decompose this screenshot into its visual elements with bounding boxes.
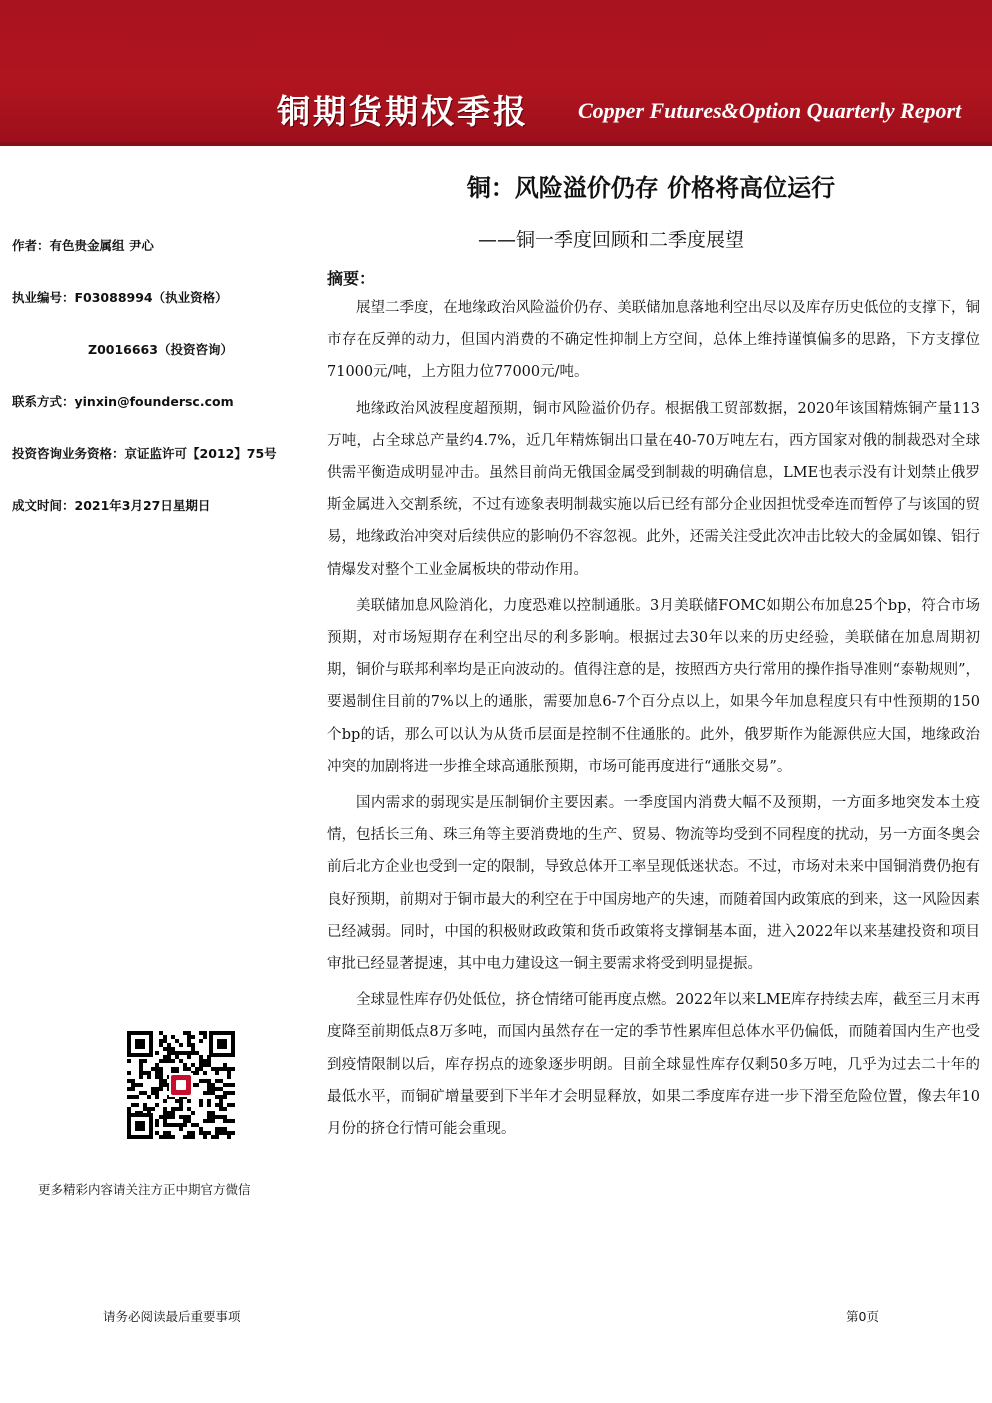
footer-disclaimer: 请务必阅读最后重要事项: [103, 1309, 241, 1324]
report-series-title: 铜期货期权季报: [277, 92, 529, 131]
qualification-line: 投资咨询业务资格：京证监许可【2012】75号: [12, 446, 277, 461]
license-line-2: Z0016663（投资咨询）: [88, 342, 233, 357]
abstract-paragraph: 地缘政治风波程度超预期，铜市风险溢价仍存。根据俄工贸部数据，2020年该国精炼铜产量113万吨，占全球总产量约4.7%，近几年精炼铜出口量在40-70万吨左右，西方国家对俄的制裁恐对全球供需平衡造成明显冲击。虽然目前尚无俄国金属受到制裁的明确信息，LME也表示没有计划禁止俄罗斯金属进入交割系统，不过有迹象表明制裁实施以后已经有部分企业因担忧受牵连而暂停了与该国的贸易，地缘政治冲突对后续供应的影响仍不容忽视。此外，还需关注受此次冲击比较大的金属如镍、铝行情爆发对整个工业金属板块的带动作用。: [327, 400, 980, 578]
report-series-title-en: Copper Futures&Option Quarterly Report: [578, 98, 962, 123]
page-number: 第0页: [846, 1309, 879, 1324]
abstract-paragraph: 展望二季度，在地缘政治风险溢价仍存、美联储加息落地利空出尽以及库存历史低位的支撑下，铜市存在反弹的动力，但国内消费的不确定性抑制上方空间，总体上维持谨慎偏多的思路，下方支撑位71000元/吨，上方阻力位77000元/吨。: [327, 300, 980, 381]
abstract-body: [327, 292, 980, 1149]
abstract-paragraph: 全球显性库存仍处低位，挤仓情绪可能再度点燃。2022年以来LME库存持续去库，截至三月末再度降至前期低点8万多吨，而国内虽然存在一定的季节性累库但总体水平仍偏低，而随着国内生产也受到疫情限制以后，库存拐点的迹象逐步明朗。目前全球显性库存仅剩50多万吨，几乎为过去二十年的最低水平，而铜矿增量要到下半年才会明显释放，如果二季度库存进一步下滑至危险位置，像去年10月份的挤仓行情可能会重现。: [327, 992, 980, 1138]
date-line: 成文时间：2021年3月27日星期日: [12, 498, 211, 513]
abstract-paragraph: 美联储加息风险消化，力度恐难以控制通胀。3月美联储FOMC如期公布加息25个bp，符合市场预期，对市场短期存在利空出尽的利多影响。根据过去30年以来的历史经验，美联储在加息周期初期，铜价与联邦利率均是正向波动的。值得注意的是，按照西方央行常用的操作指导准则“泰勒规则”，要遏制住目前的7%以上的通胀，需要加息6-7个百分点以上，如果今年加息程度只有中性预期的150个bp的话，那么可以认为从货币层面是控制不住通胀的。此外，俄罗斯作为能源供应大国，地缘政治冲突的加剧将进一步推全球高通胀预期，市场可能再度进行“通胀交易”。: [327, 597, 980, 775]
contact-line: 联系方式：yinxin@foundersc.com: [12, 394, 234, 409]
license-line: 执业编号：F03088994（执业资格）: [12, 290, 228, 305]
report-title: 铜：风险溢价仍存 价格将高位运行: [466, 174, 836, 202]
abstract-paragraph: 国内需求的弱现实是压制铜价主要因素。一季度国内消费大幅不及预期，一方面多地突发本土疫情，包括长三角、珠三角等主要消费地的生产、贸易、物流等均受到不同程度的扰动，另一方面冬奥会前后北方企业也受到一定的限制，导致总体开工率呈现低迷状态。不过，市场对未来中国铜消费仍抱有良好预期，前期对于铜市最大的利空在于中国房地产的失速，而随着国内政策底的到来，这一风险因素已经减弱。同时，中国的积极财政政策和货币政策将支撑铜基本面，进入2022年以来基建投资和项目审批已经显著提速，其中电力建设这一铜主要需求将受到明显提振。: [327, 795, 980, 973]
report-subtitle: ——铜一季度回顾和二季度展望: [478, 229, 745, 251]
qr-caption: 更多精彩内容请关注方正中期官方微信: [38, 1182, 251, 1197]
abstract-heading: 摘要：: [327, 269, 376, 288]
header-divider: [0, 142, 992, 146]
wechat-qr-code: [125, 1029, 237, 1141]
author-line: 作者：有色贵金属组 尹心: [12, 238, 154, 253]
